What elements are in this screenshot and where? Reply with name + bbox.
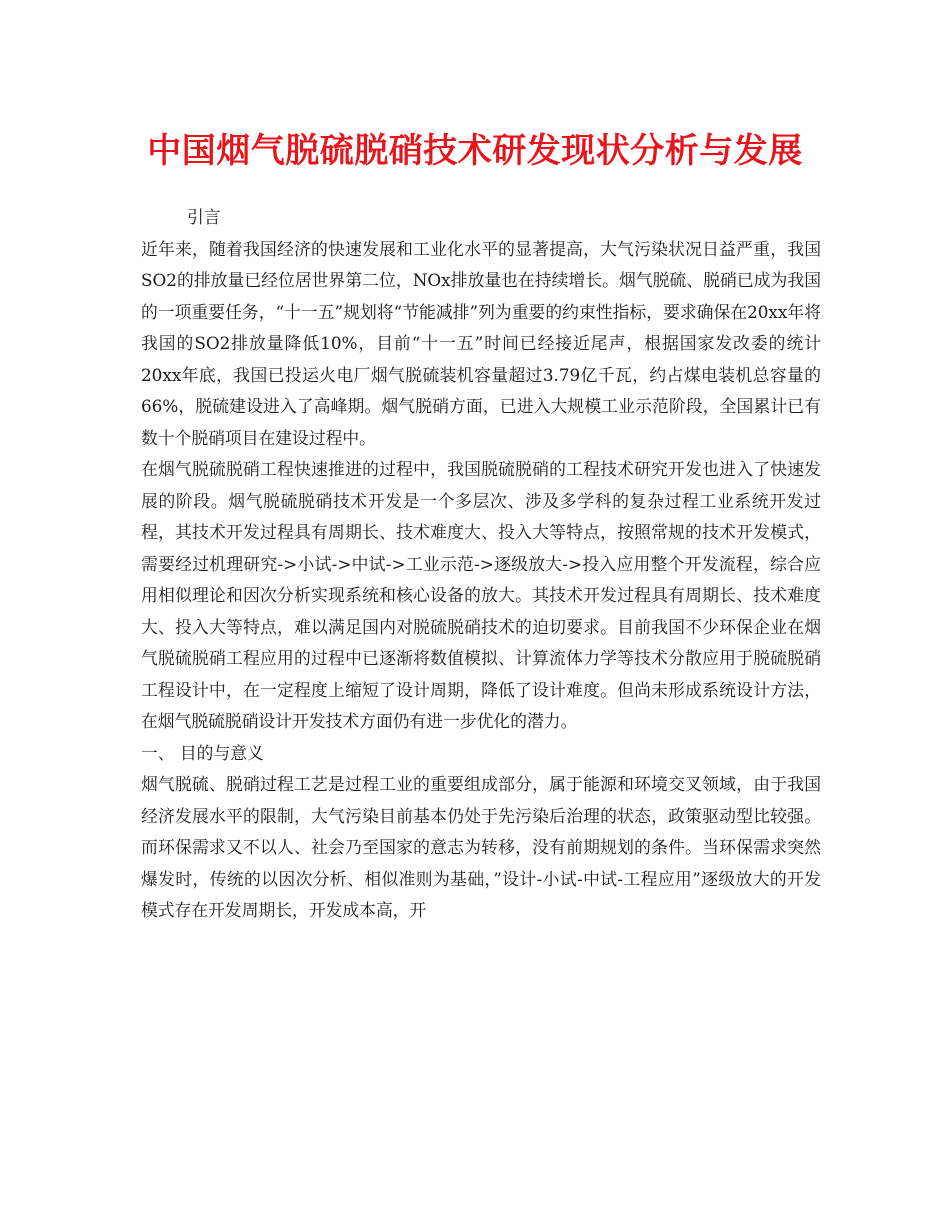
paragraph: 近年来，随着我国经济的快速发展和工业化水平的显著提高，大气污染状况日益严重，我国SO2的排放量已经位居世界第二位，NOx排放量也在持续增长。烟气脱硫、脱硝已成为我国的一项重要任务，“十一五”规划将“节能减排”列为重要的约束性指标，要求确保在20xx年将我国的SO2排放量降低10%，目前“十一五”时间已经接近尾声，根据国家发改委的统计20xx年底，我国已投运火电厂烟气脱硫装机容量超过3.79亿千瓦，约占煤电装机总容量的66%，脱硫建设进入了高峰期。烟气脱硝方面，已进入大规模工业示范阶段，全国累计已有数十个脱硝项目在建设过程中。 [141, 238, 821, 448]
document-title: 中国烟气脱硫脱硝技术研发现状分析与发展 [147, 131, 803, 171]
paragraph: 在烟气脱硫脱硝工程快速推进的过程中，我国脱硫脱硝的工程技术研究开发也进入了快速发展的阶段。烟气脱硫脱硝技术开发是一个多层次、涉及多学科的复杂过程工业系统开发过程，其技术开发过程具有周期长、技术难度大、投入大等特点，按照常规的技术开发模式，需要经过机理研究->小试->中试->工业示范->逐级放大->投入应用整个开发流程，综合应用相似理论和因次分析实现系统和核心设备的放大。其技术开发过程具有周期长、技术难度大、投入大等特点，难以满足国内对脱硫脱硝技术的迫切要求。目前我国不少环保企业在烟气脱硫脱硝工程应用的过程中已逐渐将数值模拟、计算流体力学等技术分散应用于脱硫脱硝工程设计中，在一定程度上缩短了设计周期，降低了设计难度。但尚未形成系统设计方法，在烟气脱硫脱硝设计开发技术方面仍有进一步优化的潜力。 [141, 459, 821, 731]
section-heading: 一、 目的与意义 [141, 742, 264, 763]
document-body [141, 202, 821, 927]
paragraph: 烟气脱硫、脱硝过程工艺是过程工业的重要组成部分，属于能源和环境交叉领域，由于我国经济发展水平的限制，大气污染目前基本仍处于先污染后治理的状态，政策驱动型比较强。而环保需求又不以人、社会乃至国家的意志为转移，没有前期规划的条件。当环保需求突然爆发时，传统的以因次分析、相似准则为基础，”设计-小试-中试-工程应用”逐级放大的开发模式存在开发周期长，开发成本高，开 [141, 774, 821, 920]
intro-heading: 引言 [187, 207, 221, 227]
